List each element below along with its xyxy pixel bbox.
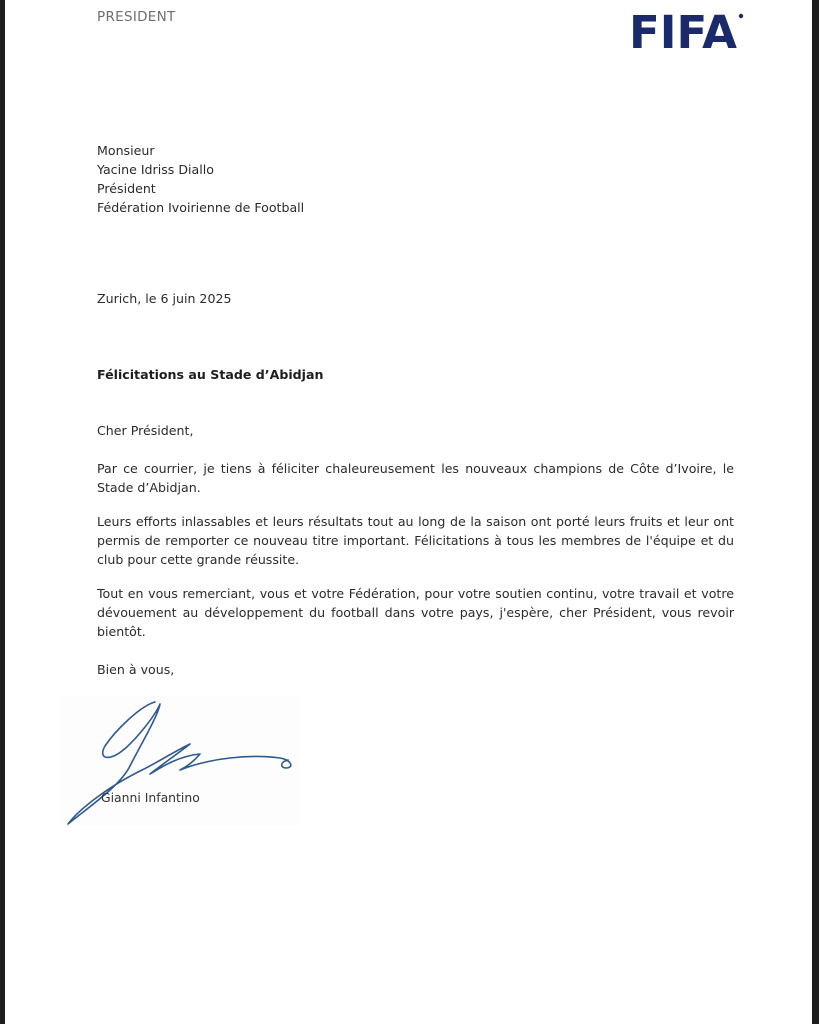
date-line: Zurich, le 6 juin 2025 xyxy=(97,291,232,306)
paragraph-1: Par ce courrier, je tiens à féliciter chaleureusement les nouveaux champions de Côte d’Ivoire, le Stade d’Abidjan. xyxy=(97,461,734,495)
recipient-name: Yacine Idriss Diallo xyxy=(97,162,214,177)
paragraph-3: Tout en vous remerciant, vous et votre Fédération, pour votre soutien continu, votre travail et votre dévouement au développement du football dans votre pays, j'espère, cher Président, vous revoir bientôt. xyxy=(97,586,734,639)
letter-page xyxy=(5,0,812,1024)
subject-line: Félicitations au Stade d’Abidjan xyxy=(97,367,324,382)
fifa-logo xyxy=(627,12,745,50)
registered-mark xyxy=(739,14,743,18)
recipient-organization: Fédération Ivoirienne de Football xyxy=(97,200,305,215)
signature-stroke xyxy=(68,702,291,824)
handwritten-signature xyxy=(60,696,300,826)
signatory-name: Gianni Infantino xyxy=(101,790,200,805)
recipient-salutation: Monsieur xyxy=(97,143,155,158)
recipient-title: Président xyxy=(97,181,156,196)
greeting: Cher Président, xyxy=(97,423,194,438)
fifa-logo-text: FIFA xyxy=(629,12,738,50)
closing: Bien à vous, xyxy=(97,662,175,677)
paragraph-2: Leurs efforts inlassables et leurs résultats tout au long de la saison ont porté leurs fruits et leur ont permis de remporter ce nouveau titre important. Félicitations à tous les membres de l'équipe et du club pour cette grande réussite. xyxy=(97,514,734,567)
recipient-block xyxy=(97,141,304,217)
letterhead-label: PRESIDENT xyxy=(97,9,176,25)
